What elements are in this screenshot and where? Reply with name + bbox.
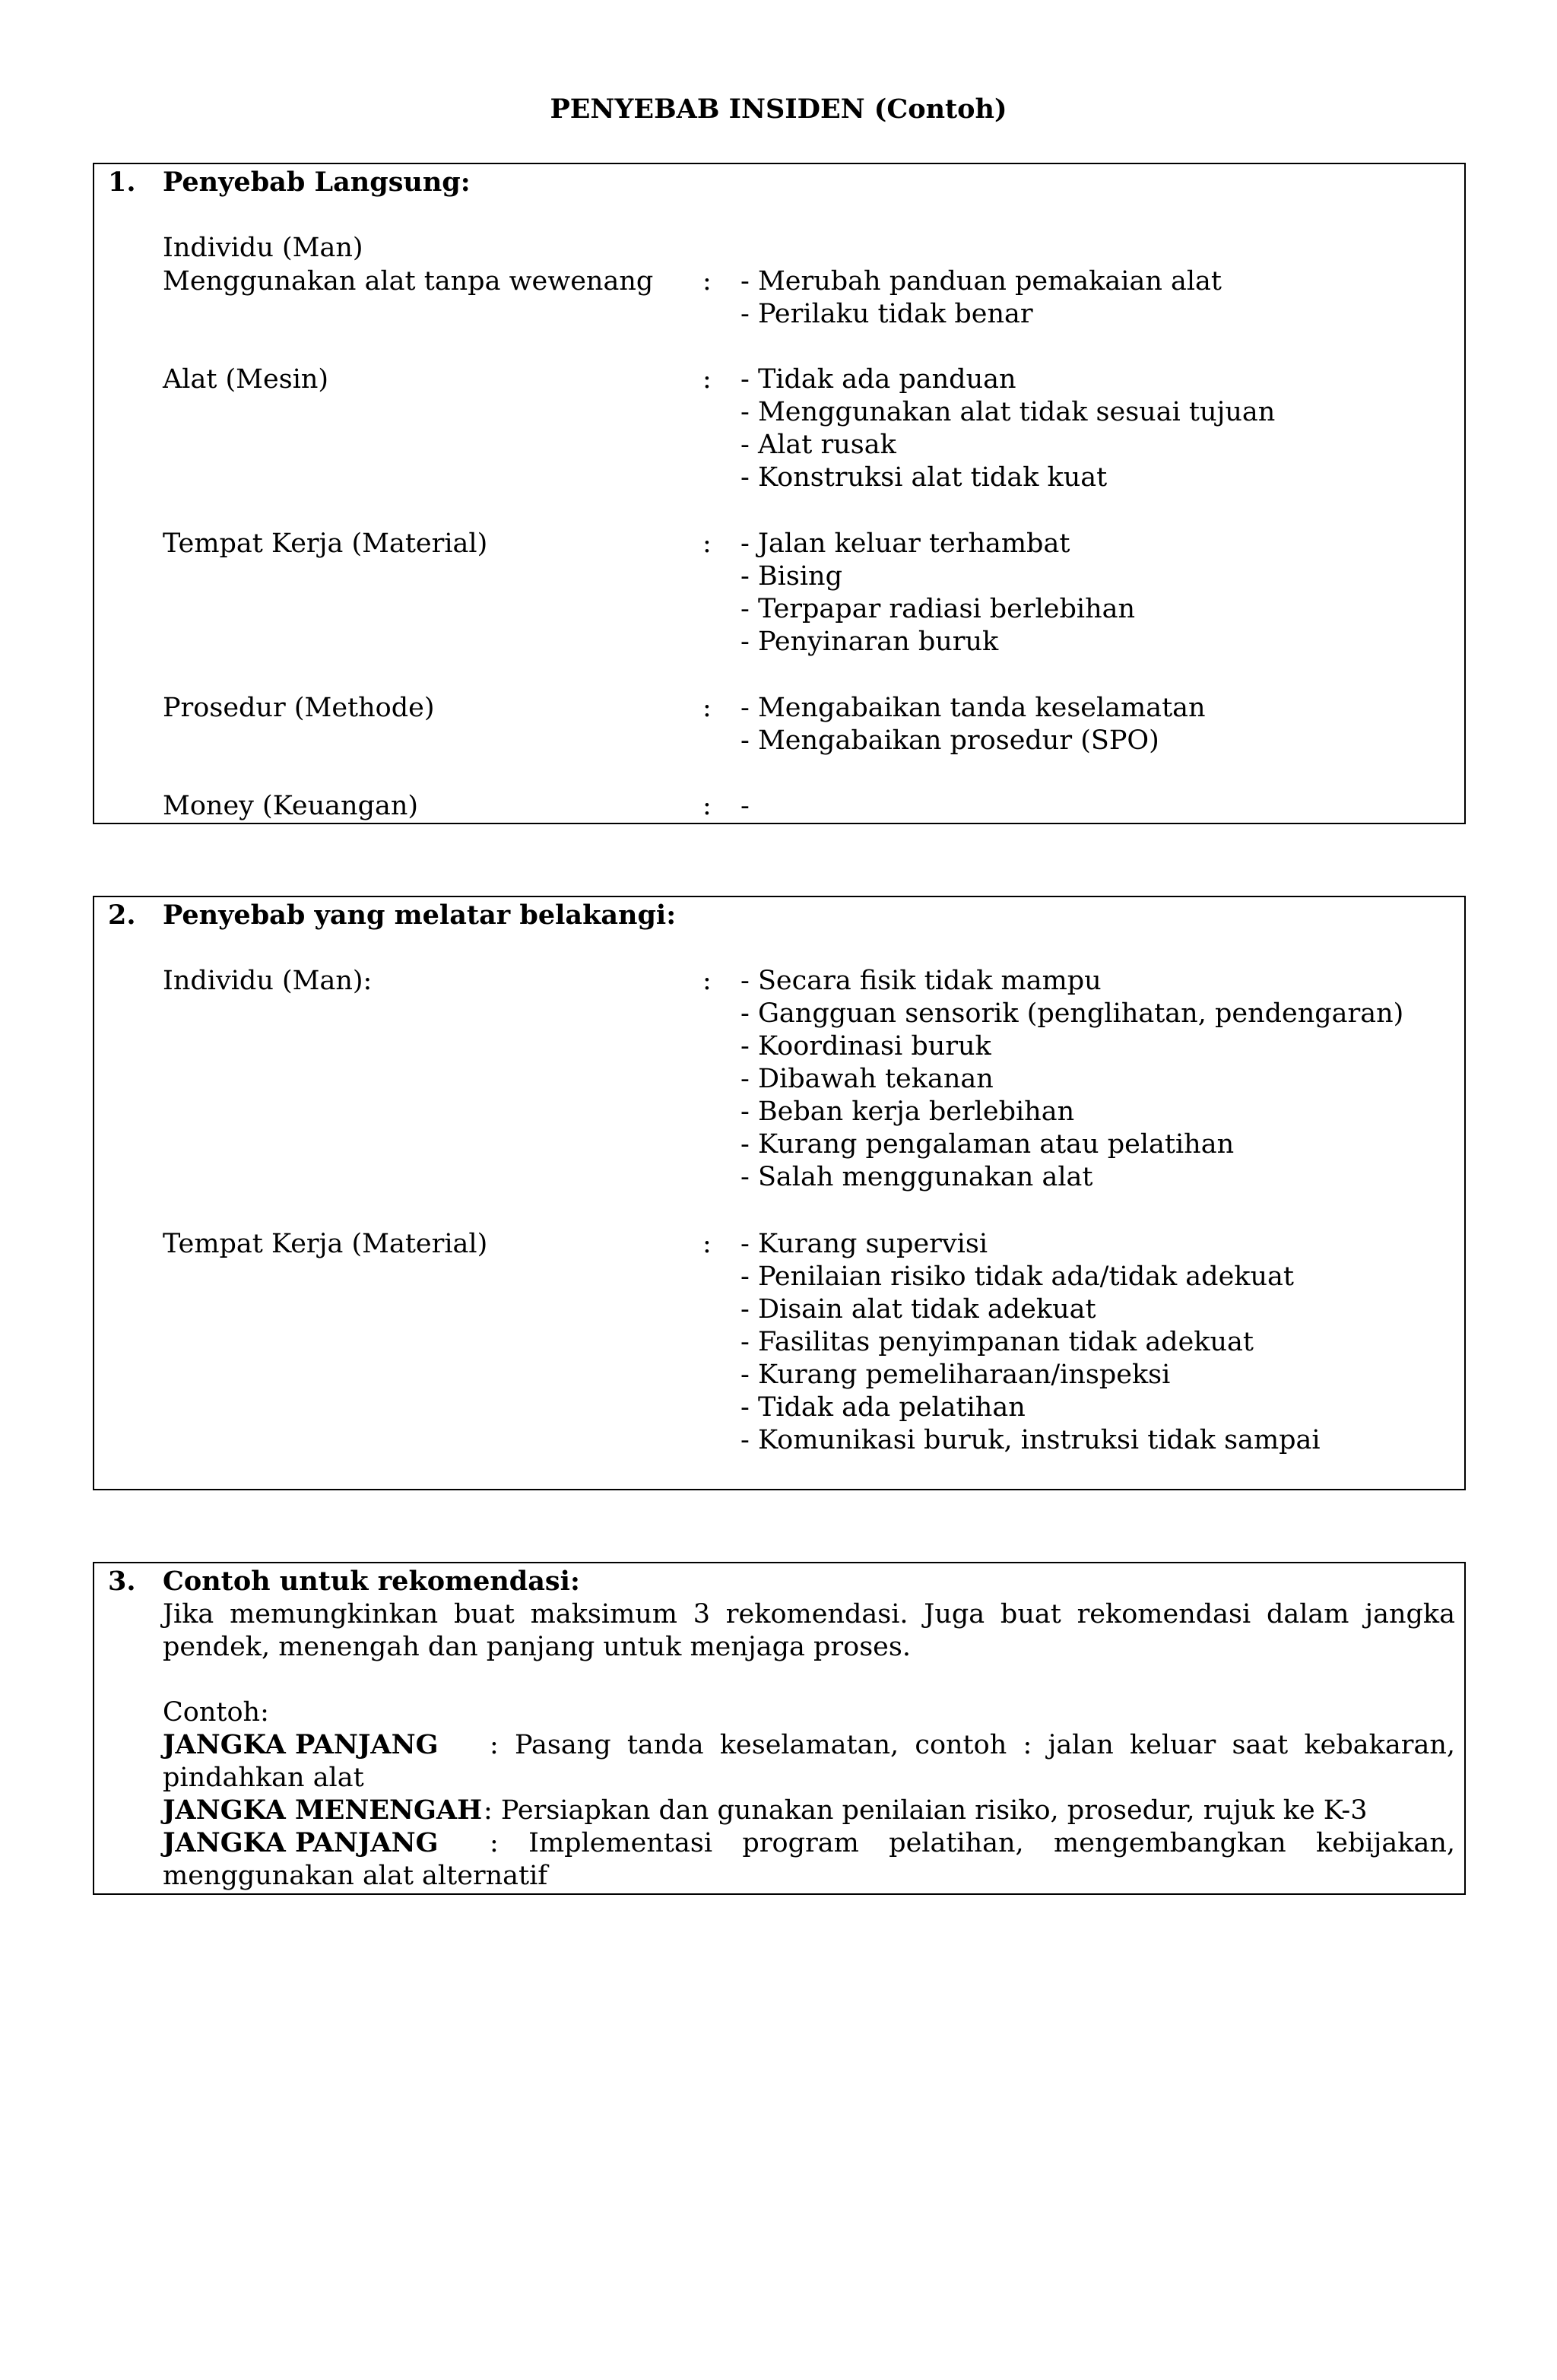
list-item: - Disain alat tidak adekuat bbox=[740, 1294, 1096, 1325]
recommendation-text: : Pasang tanda keselamatan, contoh : jalan keluar saat kebakaran, bbox=[490, 1730, 1455, 1760]
recommendation-text: menggunakan alat alternatif bbox=[163, 1861, 548, 1891]
section-number: 3. bbox=[108, 1566, 136, 1597]
list-item: - Tidak ada panduan bbox=[740, 364, 1016, 395]
recommendation-text: pindahkan alat bbox=[163, 1763, 364, 1793]
list-item: - Beban kerja berlebihan bbox=[740, 1096, 1075, 1127]
colon: : bbox=[702, 791, 712, 821]
list-item: - Konstruksi alat tidak kuat bbox=[740, 462, 1108, 493]
list-item: - Alat rusak bbox=[740, 430, 896, 460]
colon: : bbox=[702, 966, 712, 996]
recommendation-text: : Implementasi program pelatihan, mengembangkan kebijakan, bbox=[490, 1828, 1455, 1858]
section-number: 1. bbox=[108, 167, 136, 198]
section-heading: Penyebab yang melatar belakangi: bbox=[163, 900, 677, 931]
recommendation-label: JANGKA PANJANG bbox=[163, 1729, 439, 1760]
list-item: - Mengabaikan tanda keselamatan bbox=[740, 693, 1206, 723]
intro-text: pendek, menengah dan panjang untuk menjaga proses. bbox=[163, 1632, 911, 1662]
list-item: - Fasilitas penyimpanan tidak adekuat bbox=[740, 1327, 1254, 1357]
recommendation-label: JANGKA MENENGAH bbox=[163, 1795, 483, 1826]
list-item: - Menggunakan alat tidak sesuai tujuan bbox=[740, 397, 1276, 427]
colon: : bbox=[702, 693, 712, 723]
list-item: - Penilaian risiko tidak ada/tidak adekuat bbox=[740, 1261, 1294, 1292]
section-heading: Penyebab Langsung: bbox=[163, 167, 471, 198]
colon: : bbox=[702, 1229, 712, 1259]
section-number: 2. bbox=[108, 900, 136, 931]
list-item: - bbox=[740, 791, 750, 821]
list-item: - Gangguan sensorik (penglihatan, pendengaran) bbox=[740, 998, 1404, 1029]
list-item: - Salah menggunakan alat bbox=[740, 1162, 1093, 1192]
list-item: - Mengabaikan prosedur (SPO) bbox=[740, 725, 1159, 756]
list-item: - Koordinasi buruk bbox=[740, 1031, 991, 1061]
list-item: - Komunikasi buruk, instruksi tidak sampai bbox=[740, 1425, 1321, 1455]
recommendation-label: JANGKA PANJANG bbox=[163, 1827, 439, 1858]
section-heading: Contoh untuk rekomendasi: bbox=[163, 1566, 580, 1597]
section-direct-causes bbox=[93, 163, 1466, 824]
list-item: - Kurang supervisi bbox=[740, 1229, 988, 1259]
list-item: - Perilaku tidak benar bbox=[740, 299, 1033, 329]
page-title: PENYEBAB INSIDEN (Contoh) bbox=[550, 94, 1007, 125]
list-item: - Merubah panduan pemakaian alat bbox=[740, 266, 1222, 297]
list-item: - Bising bbox=[740, 561, 842, 592]
list-item: - Penyinaran buruk bbox=[740, 627, 999, 657]
recommendation-text: : Persiapkan dan gunakan penilaian risiko, prosedur, rujuk ke K-3 bbox=[484, 1795, 1368, 1826]
section-recommendations bbox=[93, 1562, 1466, 1895]
list-item: - Jalan keluar terhambat bbox=[740, 528, 1070, 559]
cause-label: Prosedur (Methode) bbox=[163, 693, 435, 723]
cause-label: Alat (Mesin) bbox=[163, 364, 329, 395]
section-underlying-causes bbox=[93, 896, 1466, 1490]
intro-text: Jika memungkinkan buat maksimum 3 rekomendasi. Juga buat rekomendasi dalam jangka bbox=[163, 1599, 1455, 1630]
list-item: - Terpapar radiasi berlebihan bbox=[740, 594, 1136, 624]
list-item: - Tidak ada pelatihan bbox=[740, 1392, 1026, 1423]
cause-label: Tempat Kerja (Material) bbox=[163, 1229, 488, 1259]
colon: : bbox=[702, 364, 712, 395]
list-item: - Kurang pemeliharaan/inspeksi bbox=[740, 1360, 1171, 1390]
cause-label: Individu (Man): bbox=[163, 966, 373, 996]
colon: : bbox=[702, 528, 712, 559]
cause-label: Money (Keuangan) bbox=[163, 791, 419, 821]
list-item: - Secara fisik tidak mampu bbox=[740, 966, 1102, 996]
colon: : bbox=[702, 266, 712, 297]
cause-label: Tempat Kerja (Material) bbox=[163, 528, 488, 559]
cause-label: Menggunakan alat tanpa wewenang bbox=[163, 266, 654, 297]
list-item: - Kurang pengalaman atau pelatihan bbox=[740, 1129, 1235, 1160]
example-label: Contoh: bbox=[163, 1697, 269, 1728]
subheading: Individu (Man) bbox=[163, 233, 363, 263]
list-item: - Dibawah tekanan bbox=[740, 1064, 994, 1094]
